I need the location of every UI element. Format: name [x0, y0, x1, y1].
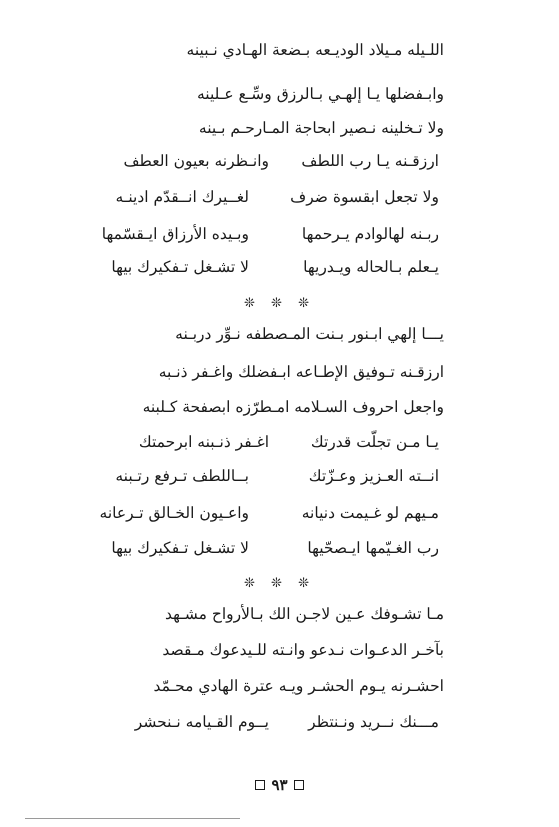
- verse-line: ولا تـخلينه نـصير ابحاجة المـارحـم بـينه: [198, 119, 444, 137]
- verse-hemistich-right: ارزقـنه يـا رب اللطف: [301, 152, 439, 170]
- verse-hemistich-right: يـعلم بـالحاله ويـدريها: [303, 258, 439, 276]
- verse-hemistich-left: لا تشـغل تـفكيرك بيها: [111, 258, 249, 276]
- verse-hemistich-right: ولا تجعل ابقسوة ضرف: [290, 188, 439, 206]
- verse-line: وابـفضلها يـا إلهـي بـالرزق وسِّـع عـلينه: [197, 85, 444, 103]
- verse-line: ارزقـنه تـوفيق الإطـاعه ابـفضلك واغـفر ذنـبه: [158, 363, 444, 381]
- page-number-text: ٩٣: [271, 776, 288, 794]
- verse-hemistich-left: وانـظرنه بعيون العطف: [123, 152, 269, 170]
- verse-line: احشـرنه يـوم الحشـر ويـه عترة الهادي محـمّد: [153, 677, 444, 695]
- verse-hemistich-right: انــته العـزيز وعـزّتك: [308, 467, 439, 485]
- verse-line: بآخـر الدعـوات نـدعو وانـته للـيدعوك مـقصد: [162, 641, 444, 659]
- verse-hemistich-left: واعـيون الخـالق تـرعانه: [99, 504, 249, 522]
- verse-hemistich-left: اغـفر ذنـبنه ابرحمتك: [138, 433, 269, 451]
- verse-line: مـا تشـوفك عـين لاجـن الك بـالأرواح مشـهد: [164, 605, 444, 623]
- ornament-square-icon: [294, 780, 304, 790]
- verse-hemistich-left: لغــيرك انــقدّم ادينـه: [115, 188, 249, 206]
- verse-hemistich-right: رب الغـيّمها ايـصحّيها: [307, 539, 439, 557]
- verse-hemistich-right: مـــنك نــريد ونـنتظر: [308, 713, 439, 731]
- verse-line: واجعل احروف السـلامه امـطرّزه ابصفحة كـلبنه: [142, 398, 444, 416]
- ornament-square-icon: [255, 780, 265, 790]
- footer-rule: [25, 818, 240, 819]
- section-separator: ❊ ❊ ❊: [244, 296, 315, 311]
- verse-line: يـــا إلهي ابـنور بـنت المـصطفه نـوِّر دربـنه: [175, 325, 444, 343]
- verse-line: اللـيله مـيلاد الوديـعه بـضعة الهـادي نـبينه: [186, 41, 444, 59]
- verse-hemistich-left: يــوم القـيامه نـنحشر: [134, 713, 269, 731]
- verse-hemistich-right: مـيهم لو غـيمت دنيانه: [301, 504, 439, 522]
- page-number: [0, 776, 559, 794]
- section-separator: ❊ ❊ ❊: [244, 576, 315, 591]
- verse-hemistich-left: بــاللطف تـرفع رتـبنه: [115, 467, 249, 485]
- verse-hemistich-right: يـا مـن تجلّت قدرتك: [310, 433, 439, 451]
- verse-hemistich-right: ربـنه لهالوادم يـرحمها: [301, 225, 439, 243]
- verse-hemistich-left: لا تشـغل تـفكيرك بيها: [111, 539, 249, 557]
- verse-hemistich-left: وبـيده الأرزاق ايـقسّمها: [101, 225, 249, 243]
